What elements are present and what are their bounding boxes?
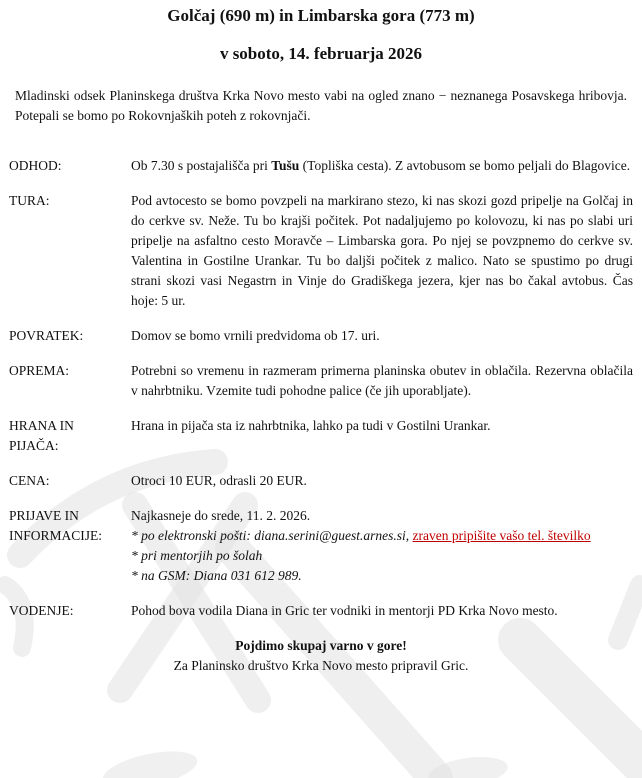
prijave-gsm-line: * na GSM: Diana 031 612 989. (131, 568, 302, 583)
section-content-oprema: Potrebni so vremenu in razmeram primerna planinska obutev in oblačila. Rezervna oblačila v nahrbtniku. Vzemite tudi pohodne palice (če jih uporabljate). (131, 363, 633, 398)
section-label-tura: TURA: (9, 193, 50, 208)
page-title: Golčaj (690 m) in Limbarska gora (773 m) (167, 6, 475, 25)
section-povratek (9, 326, 633, 346)
footer-slogan: Pojdimo skupaj varno v gore! (235, 638, 407, 653)
section-cena (9, 471, 633, 491)
intro-paragraph: Mladinski odsek Planinskega društva Krka Novo mesto vabi na ogled znano − neznanega Posavskega hribovja. Potepali se bomo po Rokovnjaških poteh z rokovnjači. (15, 88, 627, 123)
section-hrana-in-pijaca (9, 416, 633, 456)
section-content-prijave-in-informacije (131, 506, 633, 586)
prijave-phone-note-red: zraven pripišite vašo tel. številko (412, 528, 591, 543)
section-label-cena: CENA: (9, 473, 50, 488)
section-content-hrana-in-pijaca: Hrana in pijača sta iz nahrbtnika, lahko pa tudi v Gostilni Urankar. (131, 418, 491, 433)
section-content-odhod (131, 156, 633, 176)
section-list (9, 156, 633, 621)
prijave-deadline-line: Najkasneje do srede, 11. 2. 2026. (131, 508, 311, 523)
section-content-povratek: Domov se bomo vrnili predvidoma ob 17. uri. (131, 328, 380, 343)
event-date-line: v soboto, 14. februarja 2026 (219, 44, 423, 63)
section-label-povratek: POVRATEK: (9, 328, 84, 343)
section-content-cena: Otroci 10 EUR, odrasli 20 EUR. (131, 473, 307, 488)
prijave-mentors-line: * pri mentorjih po šolah (131, 548, 263, 563)
section-label-odhod: ODHOD: (9, 158, 62, 173)
section-label-vodenje: VODENJE: (9, 603, 74, 618)
prijave-email-line (131, 526, 633, 546)
footer-credit-line: Za Planinsko društvo Krka Novo mesto pripravil Gric. (173, 658, 469, 673)
section-tura (9, 191, 633, 311)
section-prijave-in-informacije (9, 506, 633, 586)
odhod-text-bold-tusu: Tušu (271, 158, 300, 173)
section-label-oprema: OPREMA: (9, 363, 70, 378)
document-footer (9, 636, 633, 676)
section-label-hrana-in-pijaca: HRANA IN PIJAČA: (9, 418, 74, 453)
prijave-email-text: * po elektronski pošti: diana.serini@guest.arnes.si, (131, 528, 413, 543)
section-content-vodenje: Pohod bova vodila Diana in Gric ter vodniki in mentorji PD Krka Novo mesto. (131, 603, 558, 618)
section-vodenje (9, 601, 633, 621)
section-oprema (9, 361, 633, 401)
section-label-prijave-in-informacije: PRIJAVE IN INFORMACIJE: (9, 508, 103, 543)
odhod-text-post: (Topliška cesta). Z avtobusom se bomo peljali do Blagovice. (299, 158, 631, 173)
odhod-text-pre: Ob 7.30 s postajališča pri (131, 158, 272, 173)
section-content-tura: Pod avtocesto se bomo povzpeli na markirano stezo, ki nas skozi gozd pripelje na Golčaj in do cerkve sv. Neže. Tu bo krajši počitek. Pot nadaljujemo po kolovozu, ki nas po slabi uri pripelje na asfaltno cesto Moravče – Limbarska gora. Po njej se povzpnemo do cerkve sv. Valentina in Gostilne Urankar. Tu bo daljši počitek z malico. Nato se spustimo po drugi strani skozi vasi Negastrn in Vinje do Gradiškega jezera, kjer nas bo čakal avtobus. Čas hoje: 5 ur. (131, 193, 633, 308)
section-odhod (9, 156, 633, 176)
